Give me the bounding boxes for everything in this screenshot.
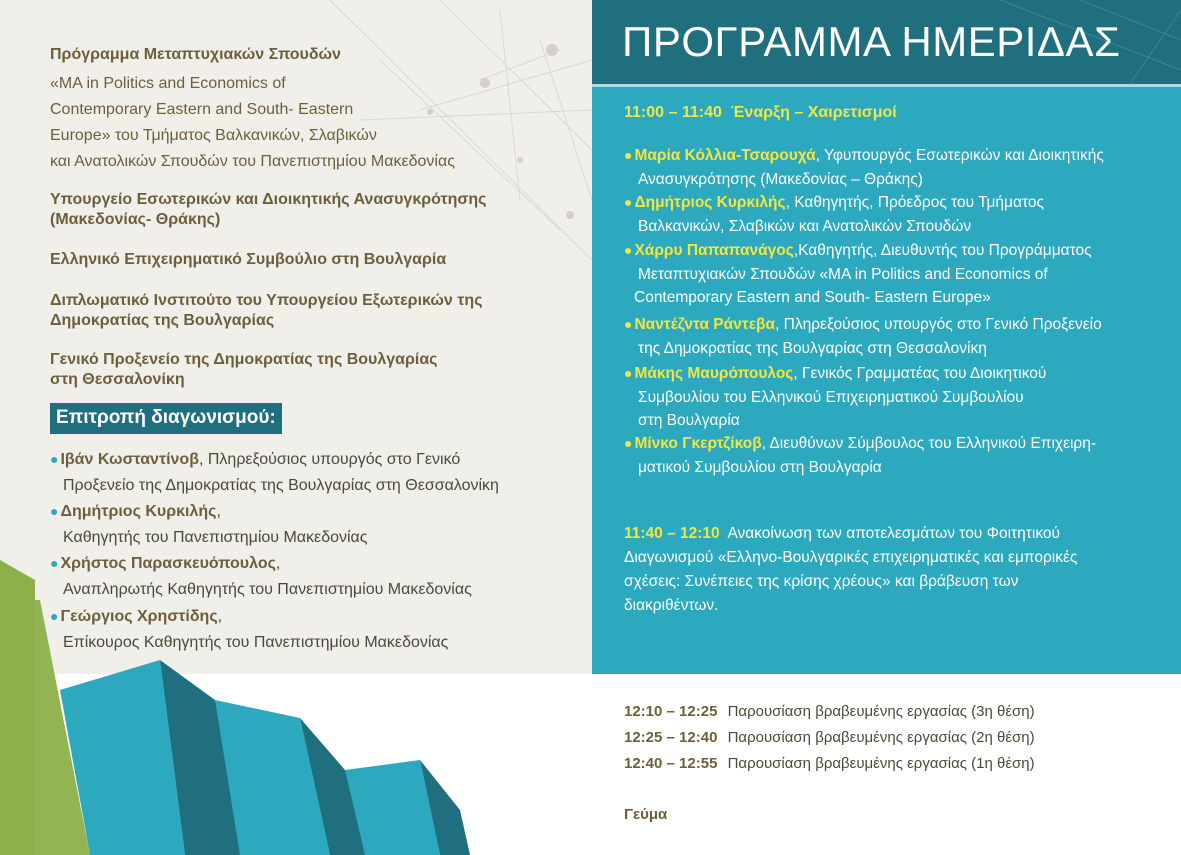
organizer-program bbox=[50, 45, 341, 65]
speaker-role: , Καθηγητής, Πρόεδρος του Τμήματος bbox=[785, 194, 1044, 211]
speaker-item bbox=[624, 191, 1164, 238]
speaker-name: Δημήτριος Κυρκιλής bbox=[634, 194, 786, 211]
bullet-icon: ● bbox=[50, 608, 59, 624]
speaker-role: , Διευθύνων Σύμβουλος του Ελληνικού Επιχειρη- bbox=[761, 435, 1097, 452]
organizer-consulate-line: στη Θεσσαλονίκη bbox=[50, 371, 185, 388]
schedule-item bbox=[624, 755, 1035, 772]
announcement-line: σχέσεις: Συνέπειες της κρίσης χρέους» και βράβευση των bbox=[624, 573, 1019, 590]
schedule-item bbox=[624, 729, 1035, 746]
speaker-role-line: Contemporary Eastern and South- Eastern Europe» bbox=[634, 289, 991, 306]
speaker-item bbox=[624, 362, 1164, 433]
speaker-name: Ναντέζντα Ράντεβα bbox=[634, 316, 776, 333]
speaker-role-line: της Δημοκρατίας της Βουλγαρίας στη Θεσσαλονίκη bbox=[638, 339, 987, 357]
member-role-line: Προξενείο της Δημοκρατίας της Βουλγαρίας στη Θεσσαλονίκη bbox=[63, 477, 499, 494]
organizer-ministry bbox=[50, 190, 486, 230]
member-role: , bbox=[216, 503, 221, 520]
schedule-time: 12:40 – 12:55 bbox=[624, 755, 718, 772]
organizer-program-line: «MA in Politics and Economics of bbox=[50, 75, 286, 92]
bullet-icon: ● bbox=[624, 242, 633, 258]
organizer-consulate bbox=[50, 350, 437, 390]
committee-heading: Επιτροπή διαγωνισμού: bbox=[50, 403, 282, 434]
organizer-program-line: Contemporary Eastern and South- Eastern bbox=[50, 101, 354, 118]
announcement-line: Ανακοίνωση των αποτελεσμάτων του Φοιτητικού bbox=[727, 525, 1060, 542]
committee-member bbox=[50, 446, 590, 499]
speaker-name: Μίνκο Γκερτζίκοβ bbox=[634, 435, 762, 452]
bullet-icon: ● bbox=[50, 503, 59, 519]
speaker-role: , Γενικός Γραμματέας του Διοικητικού bbox=[793, 365, 1047, 382]
bullet-icon: ● bbox=[50, 555, 59, 571]
member-name: Ιβάν Κωσταντίνοβ bbox=[60, 451, 199, 468]
speaker-item bbox=[624, 144, 1164, 191]
organizer-program-line: Πρόγραμμα Μεταπτυχιακών Σπουδών bbox=[50, 46, 341, 63]
speaker-name: Μάκης Μαυρόπουλος bbox=[634, 365, 794, 382]
organizer-program-line: Europe» του Τμήματος Βαλκανικών, Σλαβικών bbox=[50, 127, 377, 144]
organizer-ministry-line: (Μακεδονίας- Θράκης) bbox=[50, 211, 221, 228]
member-role-line: Αναπληρωτής Καθηγητής του Πανεπιστημίου Μακεδονίας bbox=[63, 581, 472, 598]
bullet-icon: ● bbox=[50, 451, 59, 467]
lunch-label: Γεύμα bbox=[624, 806, 668, 823]
bullet-icon: ● bbox=[624, 435, 633, 451]
member-role: , bbox=[275, 555, 281, 572]
speaker-role: , Υφυπουργός Εσωτερικών και Διοικητικής bbox=[815, 147, 1104, 164]
organizer-institute-line: Δημοκρατίας της Βουλγαρίας bbox=[50, 312, 275, 329]
speaker-role-line: στη Βουλγαρία bbox=[638, 412, 740, 429]
speaker-role: ,Καθηγητής, Διευθυντής του Προγράμματος bbox=[793, 242, 1092, 259]
speaker-item bbox=[624, 432, 1164, 479]
speaker-item bbox=[624, 313, 1164, 360]
organizer-council-line: Ελληνικό Επιχειρηματικό Συμβούλιο στη Βουλγαρία bbox=[50, 251, 447, 268]
speaker-role-line: Συμβουλίου του Ελληνικού Επιχειρηματικού Συμβουλίου bbox=[638, 388, 1024, 406]
schedule-item bbox=[624, 703, 1035, 720]
member-name: Δημήτριος Κυρκιλής bbox=[60, 503, 217, 520]
member-name: Γεώργιος Χρηστίδης bbox=[60, 608, 218, 625]
session-time: 11:00 – 11:40 bbox=[624, 104, 722, 121]
schedule-time: 12:10 – 12:25 bbox=[624, 703, 718, 720]
organizer-ministry-line: Υπουργείο Εσωτερικών και Διοικητικής Ανασυγκρότησης bbox=[50, 191, 487, 208]
bullet-icon: ● bbox=[624, 365, 633, 381]
committee-member bbox=[50, 550, 590, 603]
session-time: 11:40 – 12:10 bbox=[624, 525, 720, 542]
schedule-text: Παρουσίαση βραβευμένης εργασίας (3η θέση) bbox=[727, 703, 1035, 720]
organizer-consulate-line: Γενικό Προξενείο της Δημοκρατίας της Βουλγαρίας bbox=[50, 351, 438, 368]
organizer-institute-line: Διπλωματικό Ινστιτούτο του Υπουργείου Εξωτερικών της bbox=[50, 292, 483, 309]
speaker-name: Χάρρυ Παπαπανάγος bbox=[634, 242, 794, 259]
speaker-item bbox=[624, 239, 1164, 310]
schedule-text: Παρουσίαση βραβευμένης εργασίας (1η θέση) bbox=[727, 755, 1035, 772]
schedule-time: 12:25 – 12:40 bbox=[624, 729, 718, 746]
bullet-icon: ● bbox=[624, 147, 633, 163]
committee-member bbox=[50, 603, 590, 656]
bullet-icon: ● bbox=[624, 316, 633, 332]
session-announcement bbox=[624, 522, 1144, 618]
speaker-role-line: ματικού Συμβουλίου στη Βουλγαρία bbox=[638, 458, 882, 476]
organizer-council bbox=[50, 250, 446, 270]
session-opening bbox=[624, 104, 897, 122]
organizer-institute bbox=[50, 291, 483, 331]
member-role: , Πληρεξούσιος υπουργός στο Γενικό bbox=[198, 451, 461, 468]
member-name: Χρήστος Παρασκευόπουλος bbox=[60, 555, 276, 572]
announcement-line: διακριθέντων. bbox=[624, 597, 719, 614]
speaker-role-line: Μεταπτυχιακών Σπουδών «MA in Politics and Economics of bbox=[638, 265, 1048, 283]
organizer-program-line: και Ανατολικών Σπουδών του Πανεπιστημίου Μακεδονίας bbox=[50, 153, 455, 170]
schedule-text: Παρουσίαση βραβευμένης εργασίας (2η θέση) bbox=[727, 729, 1035, 746]
member-role: , bbox=[217, 608, 223, 625]
committee-member bbox=[50, 498, 590, 551]
member-role-line: Καθηγητής του Πανεπιστημίου Μακεδονίας bbox=[63, 529, 368, 546]
page-title: ΠΡΟΓΡΑΜΜΑ ΗΜΕΡΙΔΑΣ bbox=[622, 18, 1121, 65]
member-role-line: Επίκουρος Καθηγητής του Πανεπιστημίου Μακεδονίας bbox=[63, 634, 449, 651]
speaker-role: , Πληρεξούσιος υπουργός στο Γενικό Προξενείο bbox=[775, 316, 1102, 333]
session-title: Έναρξη – Χαιρετισμοί bbox=[730, 104, 897, 121]
speaker-name: Μαρία Κόλλια-Τσαρουχά bbox=[634, 147, 816, 164]
bullet-icon: ● bbox=[624, 194, 633, 210]
announcement-line: Διαγωνισμού «Ελληνο-Βουλγαρικές επιχειρηματικές και εμπορικές bbox=[624, 549, 1078, 566]
speaker-role-line: Βαλκανικών, Σλαβικών και Ανατολικών Σπουδών bbox=[638, 217, 972, 235]
organizer-program-description bbox=[50, 71, 455, 175]
speaker-role-line: Ανασυγκρότησης (Μακεδονίας – Θράκης) bbox=[638, 170, 923, 188]
